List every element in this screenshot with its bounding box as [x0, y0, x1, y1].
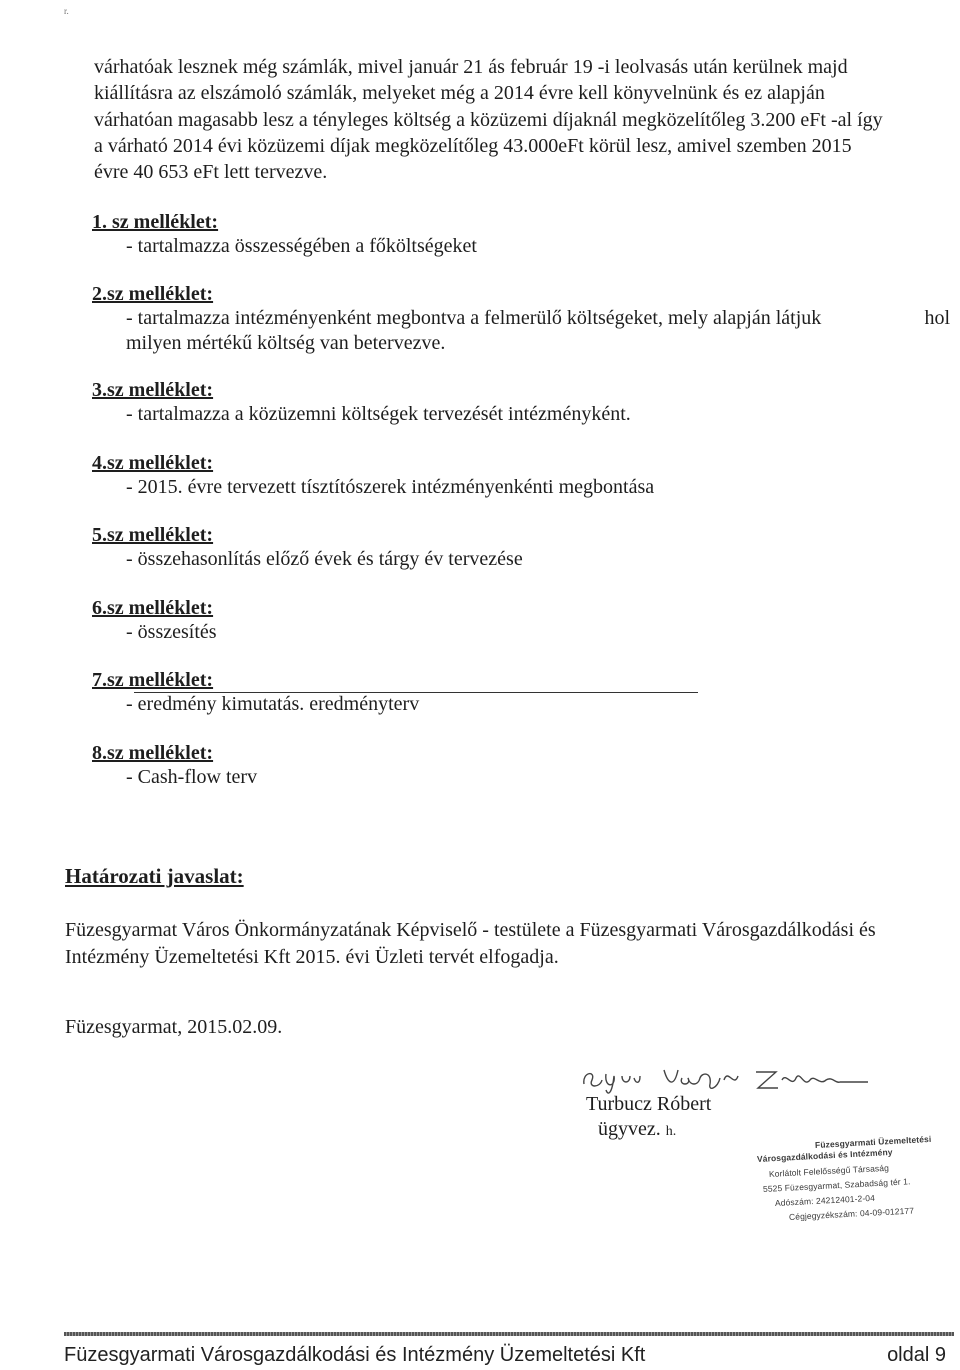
- annex-title: 7.sz melléklet:: [92, 669, 214, 691]
- footer-rule: [64, 1332, 954, 1336]
- annex-4: [92, 451, 952, 500]
- annex-description: [126, 547, 952, 572]
- annex-line: - összesítés: [126, 621, 217, 643]
- annex-line: milyen mértékű költség van betervezve.: [126, 332, 446, 354]
- annex-line: - Cash-flow terv: [126, 766, 258, 788]
- stamp-line: Adószám: 24212401-2-04: [774, 1192, 876, 1208]
- annex-title: 5.sz melléklet:: [92, 524, 214, 546]
- annex-line: - összehasonlítás előző évek és tárgy év tervezése: [126, 548, 523, 570]
- annex-title: 6.sz melléklet:: [92, 597, 214, 619]
- annex-8: [92, 741, 952, 790]
- annex-description: [126, 306, 952, 356]
- corner-mark: r.: [64, 6, 69, 16]
- intro-line: évre 40 653 eFt lett tervezve.: [94, 161, 328, 184]
- resolution-line: Füzesgyarmat Város Önkormányzatának Képviselő - testülete a Füzesgyarmati Városgazdálkodási és: [65, 919, 876, 941]
- annex-description: [126, 475, 952, 500]
- intro-line: várhatóak lesznek még számlák, mivel január 21 ás február 19 -i leolvasás után kerülnek majd: [94, 56, 848, 78]
- annex-title: 8.sz melléklet:: [92, 742, 214, 764]
- intro-line: a várható 2014 évi közüzemi díjak megközelítőleg 43.000eFt körül lesz, amivel szemben 2015: [94, 134, 852, 157]
- annex-description: [126, 620, 952, 645]
- page-number: oldal 9: [887, 1344, 946, 1366]
- annex-6: [92, 596, 952, 645]
- annex-1: [92, 210, 952, 259]
- stamp-line: Füzesgyarmati Üzemeltetési: [814, 1133, 932, 1150]
- annex-title: 1. sz melléklet:: [92, 211, 219, 233]
- annex-7-rule: [134, 692, 698, 693]
- annex-description: [126, 402, 952, 427]
- resolution-line: Intézmény Üzemeltetési Kft 2015. évi Üzleti tervét elfogadja.: [65, 946, 559, 968]
- signer-initial: h.: [665, 1124, 677, 1139]
- place-date: Füzesgyarmat, 2015.02.09.: [65, 1016, 283, 1038]
- annex-line: - eredmény kimutatás. eredményterv: [126, 693, 420, 715]
- annex-2: [92, 282, 952, 356]
- annex-title: 2.sz melléklet:: [92, 283, 214, 305]
- annex-5: [92, 523, 952, 572]
- stamp-line: 5525 Füzesgyarmat, Szabadság tér 1.: [762, 1176, 911, 1194]
- annex-line: - tartalmazza a közüzemni költségek tervezését intézményként.: [126, 403, 631, 425]
- stamp-line: Városgazdálkodási és Intézmény: [756, 1146, 893, 1164]
- handwritten-signature: [578, 1058, 878, 1098]
- stamp-line: Korlátolt Felelősségű Társaság: [768, 1162, 890, 1179]
- annex-title: 3.sz melléklet:: [92, 379, 214, 401]
- company-stamp: [745, 1133, 932, 1244]
- annex-description: [126, 692, 952, 717]
- signer-role: [598, 1118, 676, 1141]
- annex-line: - tartalmazza összességében a főköltségeket: [126, 235, 477, 257]
- intro-line: várhatóan magasabb lesz a tényleges költség a közüzemi díjaknál megközelítőleg 3.200 eFt -al így: [94, 108, 883, 131]
- annex-line-end: hol: [924, 307, 950, 329]
- footer-company: Füzesgyarmati Városgazdálkodási és Intézmény Üzemeltetési Kft: [64, 1344, 646, 1366]
- annex-line: - tartalmazza intézményenként megbontva a felmerülő költségeket, mely alapján látjuk: [126, 307, 822, 329]
- annex-3: [92, 378, 952, 427]
- resolution-text: [65, 917, 953, 971]
- signer-name: Turbucz Róbert: [586, 1093, 712, 1115]
- annex-title: 4.sz melléklet:: [92, 452, 214, 474]
- intro-paragraph: [94, 54, 950, 185]
- annex-description: [126, 234, 952, 259]
- signer-role-text: ügyvez.: [598, 1118, 661, 1140]
- annex-description: [126, 765, 952, 790]
- annex-line: - 2015. évre tervezett tísztítószerek intézményenkénti megbontása: [126, 476, 655, 498]
- intro-line: kiállításra az elszámoló számlák, melyeket még a 2014 évre kell könyvelnünk és ez alapján: [94, 82, 825, 105]
- stamp-line: Cégjegyzékszám: 04-09-012177: [788, 1205, 915, 1222]
- resolution-title: Határozati javaslat:: [65, 864, 244, 888]
